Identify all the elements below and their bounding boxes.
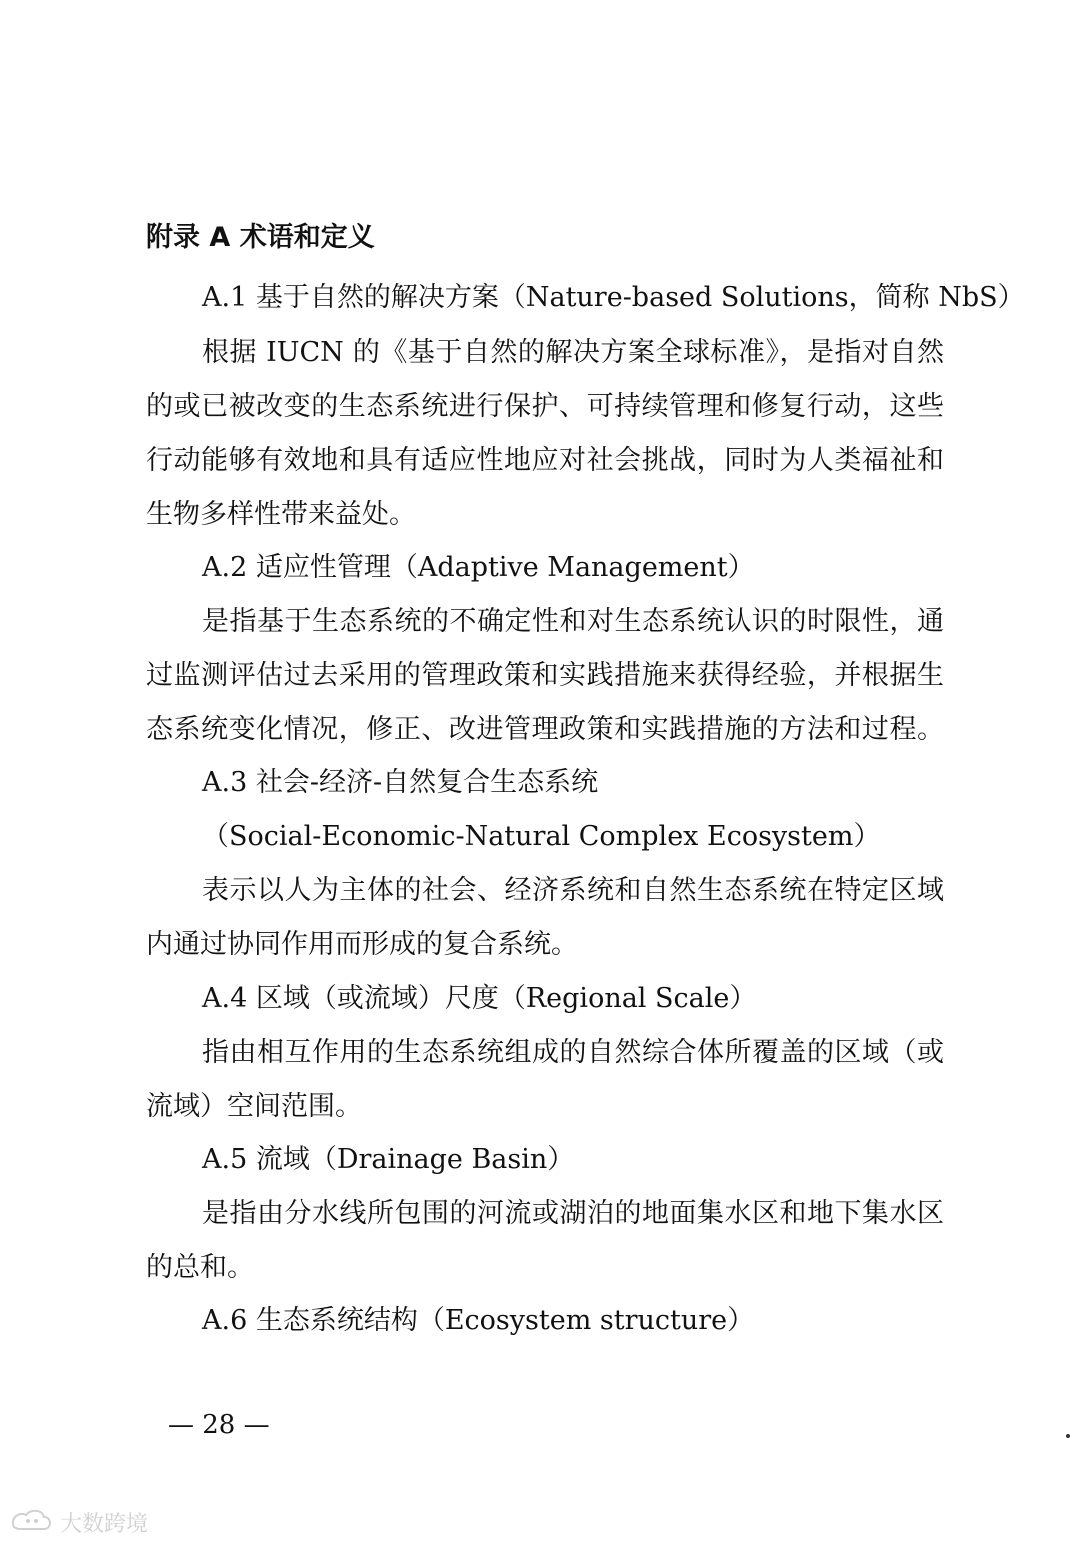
term-a2-definition-line: 是指基于生态系统的不确定性和对生态系统认识的时限性，通 <box>202 606 944 637</box>
term-a3-definition-line: 表示以人为主体的社会、经济系统和自然生态系统在特定区域 <box>202 875 944 906</box>
term-a3-title: A.3 社会-经济-自然复合生态系统 <box>202 767 599 798</box>
watermark <box>8 1506 148 1538</box>
term-a6-title: A.6 生态系统结构（Ecosystem structure） <box>202 1305 755 1336</box>
term-a2-definition-line: 态系统变化情况，修正、改进管理政策和实践措施的方法和过程。 <box>146 714 944 745</box>
watermark-logo-icon <box>8 1507 54 1537</box>
appendix-heading: 附录 A 术语和定义 <box>146 222 375 253</box>
term-a3-definition-line: 内通过协同作用而形成的复合系统。 <box>146 929 578 960</box>
scan-speck <box>1066 1434 1070 1438</box>
term-a3-title-english: （Social-Economic-Natural Complex Ecosystem） <box>202 821 881 852</box>
page-number: — 28 — <box>168 1410 270 1440</box>
term-a5-definition-line: 是指由分水线所包围的河流或湖泊的地面集水区和地下集水区 <box>202 1198 944 1229</box>
term-a5-definition-line: 的总和。 <box>146 1252 254 1283</box>
term-a4-definition-line: 流域）空间范围。 <box>146 1091 362 1122</box>
term-a1-definition-line: 行动能够有效地和具有适应性地应对社会挑战，同时为人类福祉和 <box>146 445 944 476</box>
term-a4-title: A.4 区域（或流域）尺度（Regional Scale） <box>202 983 757 1014</box>
term-a1-definition-line: 生物多样性带来益处。 <box>146 499 416 530</box>
term-a2-definition-line: 过监测评估过去采用的管理政策和实践措施来获得经验，并根据生 <box>146 660 944 691</box>
term-a4-definition-line: 指由相互作用的生态系统组成的自然综合体所覆盖的区域（或 <box>202 1037 944 1068</box>
watermark-text: 大数跨境 <box>60 1511 149 1537</box>
term-a1-title: A.1 基于自然的解决方案（Nature-based Solutions，简称 NbS） <box>202 282 1025 313</box>
term-a1-definition-line: 根据 IUCN 的《基于自然的解决方案全球标准》，是指对自然 <box>202 337 944 368</box>
term-a1-definition-line: 的或已被改变的生态系统进行保护、可持续管理和修复行动，这些 <box>146 391 944 422</box>
term-a2-title: A.2 适应性管理（Adaptive Management） <box>202 552 755 583</box>
term-a5-title: A.5 流域（Drainage Basin） <box>202 1144 575 1175</box>
